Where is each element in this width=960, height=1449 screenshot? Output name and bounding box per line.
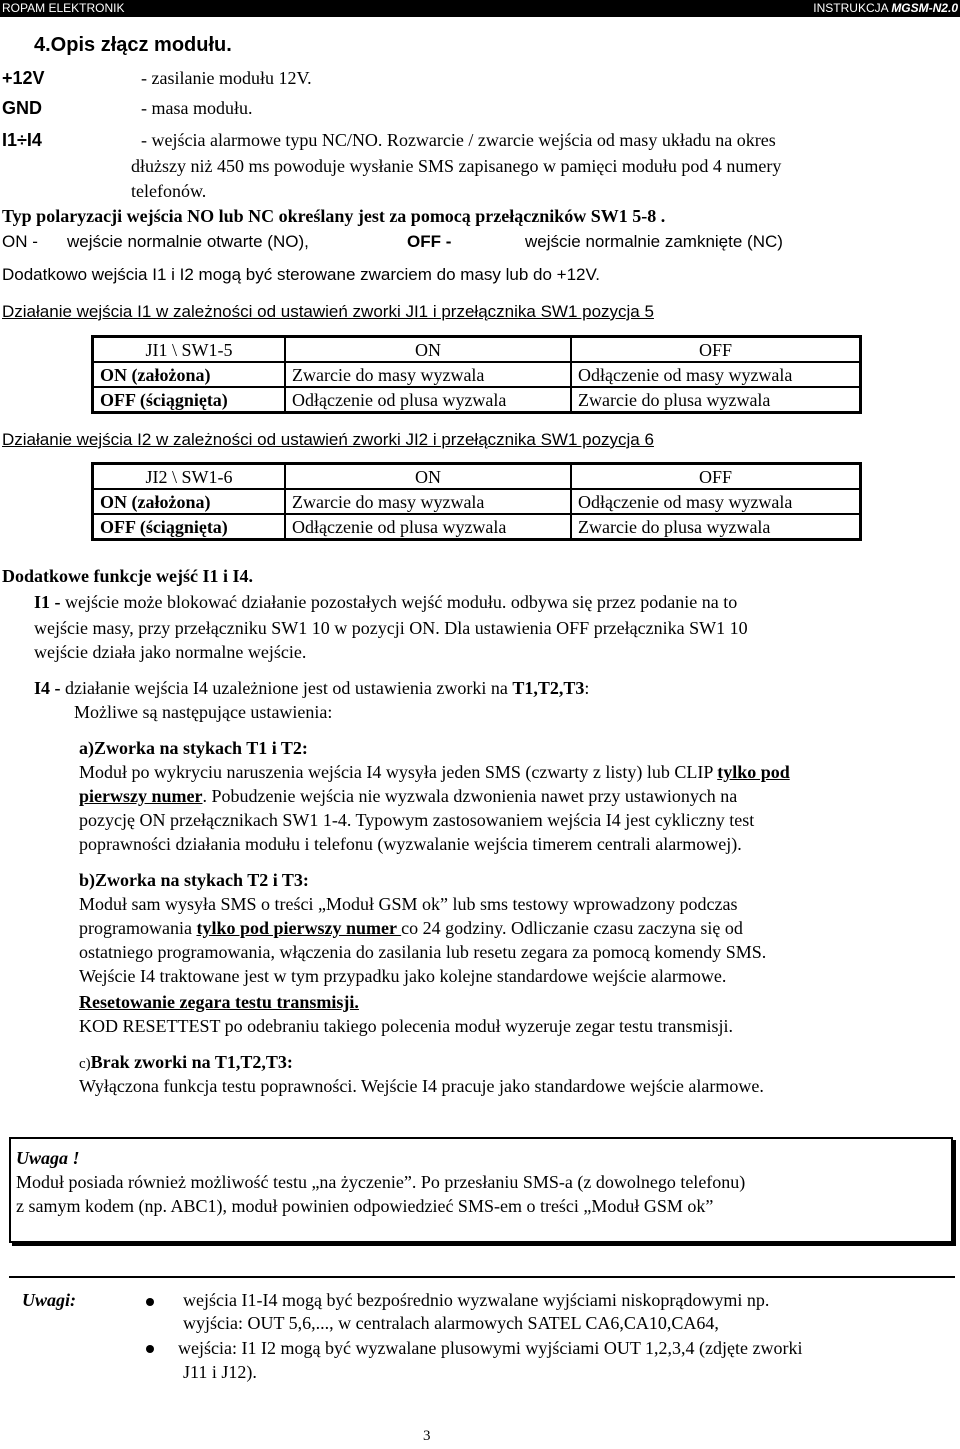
off-description: wejście normalnie zamknięte (NC) xyxy=(525,232,783,251)
table-header-cell: ON xyxy=(285,337,571,363)
polarity-title: Typ polaryzacji wejścia NO lub NC określany jest za pomocą przełączników SW1 5-8 . xyxy=(2,206,666,226)
option-b-line2: programowania tylko pod pierwszy numer co 24 godziny. Odliczanie czasu zaczyna się od xyxy=(79,918,743,938)
table-cell: Zwarcie do plusa wyzwala xyxy=(571,514,861,540)
pin-gnd-desc: - masa modułu. xyxy=(141,98,253,118)
bullet-icon xyxy=(146,1298,154,1306)
remark-2-line2: J11 i J12). xyxy=(183,1362,257,1382)
option-b-line3: ostatniego programowania, włączenia do zasilania lub resetu zegara za pomocą komendy SMS. xyxy=(79,942,767,962)
header-company: ROPAM ELEKTRONIK xyxy=(2,1,125,15)
header-manual-title: INSTRUKCJA MGSM-N2.0 xyxy=(813,1,958,15)
table-header-cell: ON xyxy=(285,464,571,490)
table-cell: Zwarcie do plusa wyzwala xyxy=(571,387,861,413)
table2-caption: Działanie wejścia I2 w zależności od ustawień zworki JI2 i przełącznika SW1 pozycja 6 xyxy=(2,430,654,449)
option-b-title: b)Zworka na stykach T2 i T3: xyxy=(79,870,309,890)
i1-text: wejście może blokować działanie pozostałych wejść modułu. odbywa się przez podanie na to xyxy=(60,592,738,612)
pin-inputs: I1÷I4 xyxy=(2,130,42,150)
option-a-line3: pozycję ON przełącznikach SW1 1-4. Typowym zastosowaniem wejścia I4 jest cykliczny test xyxy=(79,810,755,830)
divider xyxy=(9,1276,955,1278)
table-header-cell: OFF xyxy=(571,464,861,490)
option-c-text: Wyłączona funkcja testu poprawności. Wejście I4 pracuje jako standardowe wejście alarmowe. xyxy=(79,1076,764,1096)
pin-12v: +12V xyxy=(2,68,45,88)
table-cell: Zwarcie do masy wyzwala xyxy=(285,489,571,514)
option-a-line2: pierwszy numer. Pobudzenie wejścia nie wyzwala dzwonienia nawet przy ustawionych na xyxy=(79,786,738,806)
table-row xyxy=(93,514,861,540)
pin-gnd: GND xyxy=(2,98,42,118)
note-title: Uwaga ! xyxy=(16,1148,80,1168)
page-header-bar xyxy=(0,0,960,17)
table-row xyxy=(93,362,861,387)
possible-settings: Możliwe są następujące ustawienia: xyxy=(74,702,333,722)
pin-inputs-desc-line2: dłuższy niż 450 ms powoduje wysłanie SMS zapisanego w pamięci modułu pod 4 numery xyxy=(131,156,782,176)
input-i2-table xyxy=(91,462,862,541)
i4-label: I4 - xyxy=(34,678,61,698)
table-cell: Zwarcie do masy wyzwala xyxy=(285,362,571,387)
table-cell: ON (założona) xyxy=(93,362,286,387)
option-a-line1: Moduł po wykryciu naruszenia wejścia I4 wysyła jeden SMS (czwarty z listy) lub CLIP tylko pod xyxy=(79,762,790,782)
i1-label: I1 - xyxy=(34,592,61,612)
header-model: MGSM-N2.0 xyxy=(891,1,958,15)
table-row xyxy=(93,387,861,413)
option-a-underline-1: tylko pod xyxy=(717,762,790,782)
option-c-title: c)Brak zworki na T1,T2,T3: xyxy=(79,1052,293,1072)
note-line2: z samym kodem (np. ABC1), moduł powinien odpowiedzieć SMS-em o treści „Moduł GSM ok” xyxy=(16,1196,714,1216)
table-cell: OFF (ściągnięta) xyxy=(93,387,286,413)
table-row xyxy=(93,489,861,514)
i1-paragraph-line3: wejście działa jako normalne wejście. xyxy=(34,642,307,662)
table-cell: Odłączenie od plusa wyzwala xyxy=(285,387,571,413)
table-cell: OFF (ściągnięta) xyxy=(93,514,286,540)
remarks-title: Uwagi: xyxy=(22,1290,76,1310)
on-description: wejście normalnie otwarte (NO), xyxy=(67,232,309,251)
table-cell: ON (założona) xyxy=(93,489,286,514)
table-cell: Odłączenie od plusa wyzwala xyxy=(285,514,571,540)
note-line1: Moduł posiada również możliwość testu „na życzenie”. Po przesłaniu SMS-a (z dowolnego telefonu) xyxy=(16,1172,746,1192)
bullet-icon xyxy=(146,1345,154,1353)
i1-paragraph-line1 xyxy=(34,591,737,613)
additional-info: Dodatkowo wejścia I1 i I2 mogą być sterowane zwarciem do masy lub do +12V. xyxy=(2,265,600,284)
table1-caption: Działanie wejścia I1 w zależności od ustawień zworki JI1 i przełącznika SW1 pozycja 5 xyxy=(2,302,654,321)
pin-12v-desc: - zasilanie modułu 12V. xyxy=(141,68,312,88)
table-cell: Odłączenie od masy wyzwala xyxy=(571,489,861,514)
pin-inputs-desc-line3: telefonów. xyxy=(131,181,207,201)
i4-jumpers: T1,T2,T3 xyxy=(512,678,585,698)
table-header-cell: JI1 \ SW1-5 xyxy=(93,337,286,363)
option-b-line4: Wejście I4 traktowane jest w tym przypadku jako kolejne standardowe wejście alarmowe. xyxy=(79,966,727,986)
table-header-cell: OFF xyxy=(571,337,861,363)
i4-paragraph: I4 - działanie wejścia I4 uzależnione jest od ustawienia zworki na T1,T2,T3: xyxy=(34,678,590,698)
reset-clock-text: KOD RESETTEST po odebraniu takiego polecenia moduł wyzeruje zegar testu transmisji. xyxy=(79,1016,734,1036)
table-header-row xyxy=(93,464,861,490)
section-title: 4.Opis złącz modułu. xyxy=(34,34,232,56)
i1-paragraph-line2: wejście masy, przy przełączniku SW1 10 w pozycji ON. Dla ustawienia OFF przełącznika SW1 10 xyxy=(34,618,748,638)
remark-1-line2: wyjścia: OUT 5,6,..., w centralach alarmowych SATEL CA6,CA10,CA64, xyxy=(183,1313,719,1333)
page-number: 3 xyxy=(423,1428,431,1444)
option-b-line1: Moduł sam wysyła SMS o treści „Moduł GSM ok” lub sms testowy wprowadzony podczas xyxy=(79,894,738,914)
remark-2-line1: wejścia: I1 I2 mogą być wyzwalane plusowymi wyjściami OUT 1,2,3,4 (zdjęte zworki xyxy=(178,1338,803,1358)
option-a-title: a)Zworka na stykach T1 i T2: xyxy=(79,738,308,758)
remark-1-line1: wejścia I1-I4 mogą być bezpośrednio wyzwalane wyjściami niskoprądowymi np. xyxy=(183,1290,770,1310)
input-i1-table xyxy=(91,335,862,414)
reset-clock-title: Resetowanie zegara testu transmisji. xyxy=(79,992,359,1012)
off-label: OFF - xyxy=(407,232,452,251)
extra-functions-title: Dodatkowe funkcje wejść I1 i I4. xyxy=(2,566,253,586)
option-a-underline-2: pierwszy numer xyxy=(79,786,203,806)
pin-inputs-desc: - wejścia alarmowe typu NC/NO. Rozwarcie / zwarcie wejścia od masy układu na okres xyxy=(141,130,776,150)
table-header-row xyxy=(93,337,861,363)
option-b-underline: tylko pod pierwszy numer xyxy=(196,918,402,938)
on-label: ON - xyxy=(2,232,38,251)
option-a-line4: poprawności działania modułu i telefonu (wyzwalanie wejścia timerem centrali alarmowej). xyxy=(79,834,742,854)
table-header-cell: JI2 \ SW1-6 xyxy=(93,464,286,490)
table-cell: Odłączenie od masy wyzwala xyxy=(571,362,861,387)
